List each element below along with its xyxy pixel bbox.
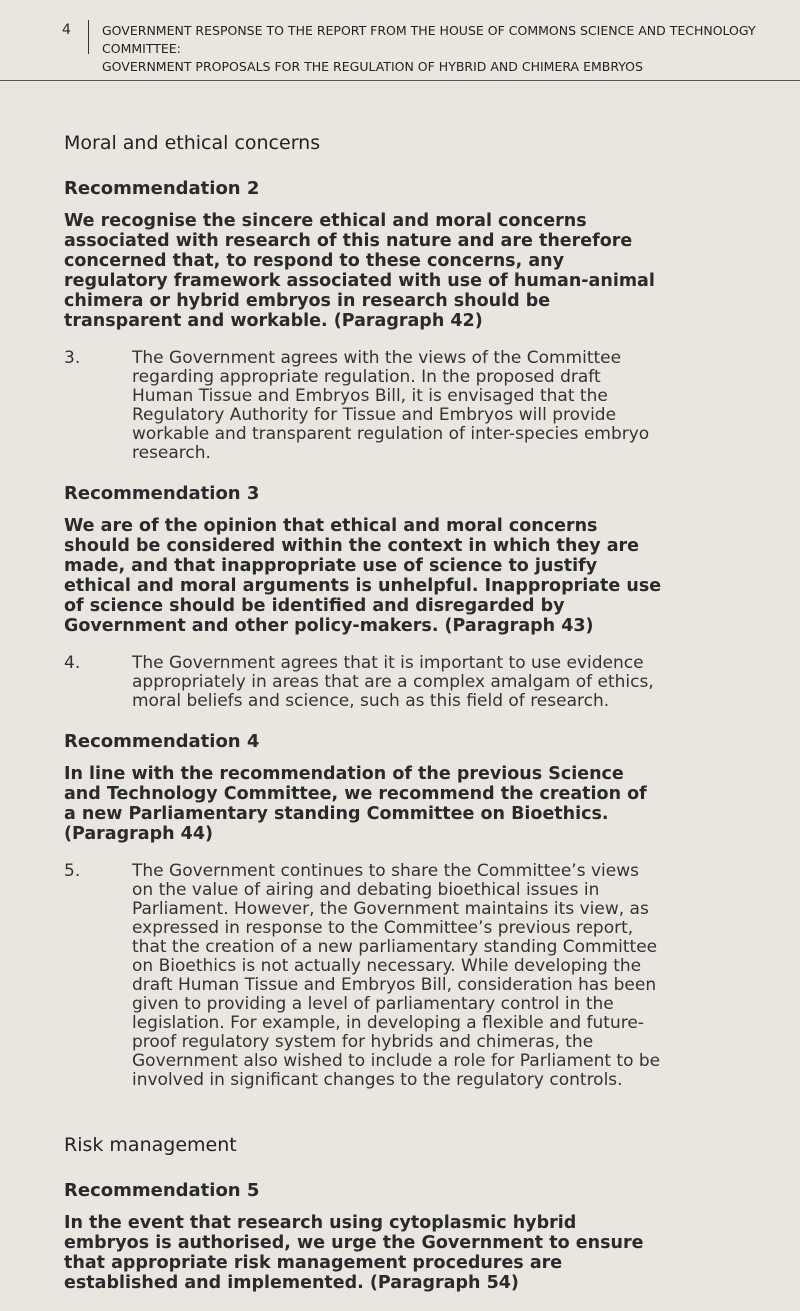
section-title-moral: Moral and ethical concerns: [64, 132, 321, 154]
recommendation-2-title: Recommendation 2: [64, 178, 260, 199]
recommendation-3-text: We are of the opinion that ethical and moral concerns should be considered within the context in which they are made, and that inappropriate use of science to justify ethical and moral arguments is unhelpful. Inappropriate use of science should be identified and disregarded by Government and other policy-makers. (Paragraph 43): [64, 516, 662, 636]
response-4: [64, 654, 664, 711]
header-rule: [0, 80, 800, 81]
document-body: [64, 132, 664, 1311]
recommendation-2-text: We recognise the sincere ethical and moral concerns associated with research of this nature and are therefore concerned that, to respond to these concerns, any regulatory framework associated with use of human-animal chimera or hybrid embryos in research should be transparent and workable. (Paragraph 42): [64, 211, 655, 331]
response-text: The Government agrees that it is important to use evidence appropriately in areas that are a complex amalgam of ethics, moral beliefs and science, such as this field of research.: [132, 653, 654, 711]
response-number: 3.: [64, 348, 81, 368]
response-text: The Government continues to share the Committee’s views on the value of airing and debating bioethical issues in Parliament. However, the Government maintains its view, as expressed in response to the Committee’s previous report, that the creation of a new parliamentary standing Committee on Bioethics is not actually necessary. While developing the draft Human Tissue and Embryos Bill, consideration has been given to providing a level of parliamentary control in the legislation. For example, in developing a flexible and future-proof regulatory system for hybrids and chimeras, the Government also wished to include a role for Parliament to be involved in significant changes to the regulatory controls.: [132, 861, 661, 1090]
recommendation-3-title: Recommendation 3: [64, 483, 260, 504]
header-divider: [88, 20, 89, 54]
response-3: [64, 349, 664, 463]
response-number: 5.: [64, 861, 81, 881]
running-header: [102, 22, 792, 76]
response-number: 4.: [64, 653, 81, 673]
running-header-line-2: GOVERNMENT PROPOSALS FOR THE REGULATION OF HYBRID AND CHIMERA EMBRYOS: [102, 59, 643, 74]
page-number: 4: [62, 22, 71, 38]
recommendation-4-title: Recommendation 4: [64, 731, 260, 752]
section-spacer: [64, 1110, 664, 1134]
response-text: The Government agrees with the views of the Committee regarding appropriate regulation. In the proposed draft Human Tissue and Embryos Bill, it is envisaged that the Regulatory Authority for Tissue and Embryos will provide workable and transparent regulation of inter-species embryo research.: [132, 348, 650, 463]
recommendation-5-text: In the event that research using cytoplasmic hybrid embryos is authorised, we urge the Government to ensure that appropriate risk management procedures are established and implemented. (Paragraph 54): [64, 1213, 644, 1293]
recommendation-5-title: Recommendation 5: [64, 1180, 260, 1201]
section-title-risk: Risk management: [64, 1134, 237, 1156]
response-5: [64, 862, 664, 1090]
running-header-line-1: GOVERNMENT RESPONSE TO THE REPORT FROM THE HOUSE OF COMMONS SCIENCE AND TECHNOLOGY COMMITTEE:: [102, 23, 756, 56]
recommendation-4-text: In line with the recommendation of the previous Science and Technology Committee, we recommend the creation of a new Parliamentary standing Committee on Bioethics. (Paragraph 44): [64, 764, 647, 844]
